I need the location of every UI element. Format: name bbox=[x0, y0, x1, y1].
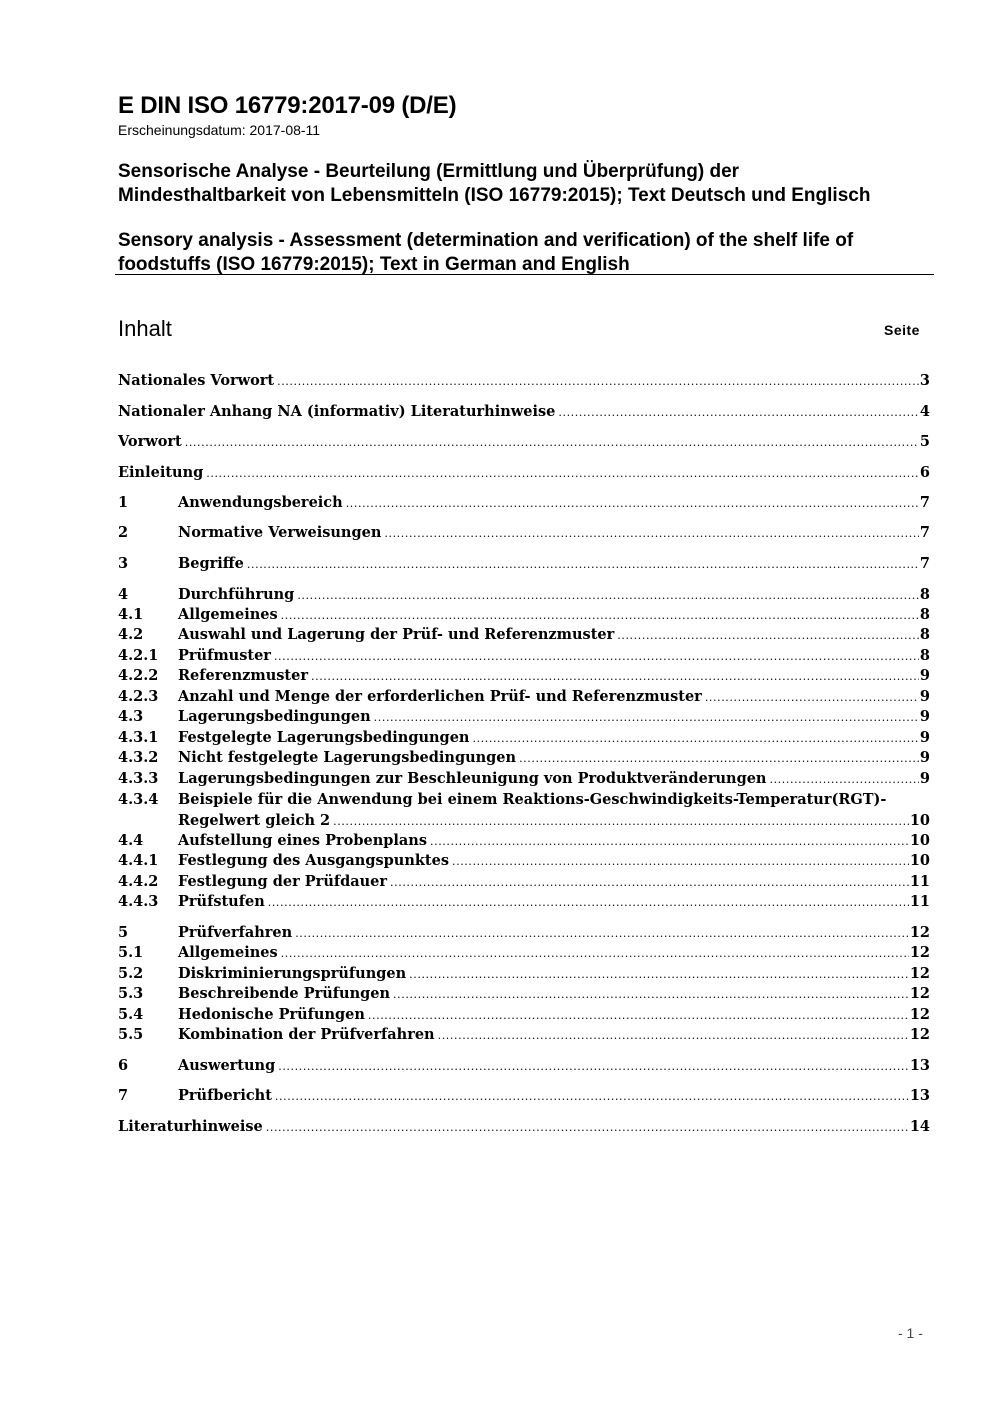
toc-entry[interactable] bbox=[118, 748, 930, 770]
toc-entry-page: 7 bbox=[919, 524, 930, 541]
toc-dot-leader bbox=[333, 812, 909, 833]
toc-entry-page: 4 bbox=[919, 403, 930, 420]
toc-entry-page: 10 bbox=[909, 832, 930, 849]
toc-entry-page: 9 bbox=[919, 749, 930, 766]
toc-entry-number: 4.1 bbox=[118, 606, 144, 623]
toc-entry-title: Diskriminierungsprüfungen bbox=[178, 965, 407, 982]
toc-dot-leader bbox=[617, 626, 919, 647]
toc-entry-number: 4.2.2 bbox=[118, 667, 159, 684]
toc-entry-number: 6 bbox=[118, 1057, 129, 1074]
toc-dot-leader bbox=[384, 524, 919, 545]
title-german-line-1: Sensorische Analyse - Beurteilung (Ermittlung und Überprüfung) der bbox=[118, 161, 740, 182]
toc-dot-leader bbox=[769, 770, 918, 791]
toc-entry[interactable] bbox=[118, 943, 930, 965]
toc-entry-title: Auswahl und Lagerung der Prüf- und Referenzmuster bbox=[178, 626, 615, 643]
toc-dot-leader bbox=[346, 494, 919, 515]
toc-entry[interactable] bbox=[118, 1056, 930, 1078]
toc-entry-page: 9 bbox=[919, 688, 930, 705]
toc-dot-leader bbox=[393, 985, 909, 1006]
toc-entry-page: 10 bbox=[909, 811, 930, 829]
toc-entry-number: 4.3.3 bbox=[118, 770, 159, 787]
toc-dot-leader bbox=[281, 606, 919, 627]
toc-entry-number: 3 bbox=[118, 555, 129, 572]
toc-entry-number: 2 bbox=[118, 524, 129, 541]
toc-entry-title: Beschreibende Prüfungen bbox=[178, 985, 391, 1002]
toc-entry-title: Aufstellung eines Probenplans bbox=[178, 832, 427, 849]
toc-entry-page: 12 bbox=[909, 985, 930, 1002]
toc-entry[interactable] bbox=[118, 1086, 930, 1108]
toc-entry-number: 4 bbox=[118, 586, 129, 603]
table-of-contents bbox=[118, 0, 930, 1403]
toc-entry-page: 8 bbox=[919, 647, 930, 664]
toc-dot-leader bbox=[390, 873, 909, 894]
toc-entry[interactable] bbox=[118, 923, 930, 945]
toc-entry-title: Nicht festgelegte Lagerungsbedingungen bbox=[178, 749, 517, 766]
toc-dot-leader bbox=[247, 555, 919, 576]
toc-dot-leader bbox=[274, 647, 919, 668]
toc-entry[interactable] bbox=[118, 554, 930, 576]
toc-entry[interactable] bbox=[118, 646, 930, 668]
toc-entry[interactable] bbox=[118, 872, 930, 894]
toc-entry-number: 4.3.2 bbox=[118, 749, 159, 766]
toc-entry-page: 6 bbox=[919, 464, 930, 481]
document-id: E DIN ISO 16779:2017-09 (D/E) bbox=[118, 92, 457, 119]
toc-entry-title: Festlegung der Prüfdauer bbox=[178, 873, 388, 890]
toc-entry[interactable] bbox=[118, 402, 930, 424]
toc-entry-title: Referenzmuster bbox=[178, 667, 308, 684]
toc-entry[interactable] bbox=[118, 625, 930, 647]
toc-entry-number: 1 bbox=[118, 494, 129, 511]
toc-dot-leader bbox=[268, 893, 909, 914]
toc-dot-leader bbox=[266, 1118, 909, 1139]
toc-entry-title: Prüfverfahren bbox=[178, 924, 293, 941]
toc-entry-number: 5.5 bbox=[118, 1026, 144, 1043]
toc-entry-number: 4.3 bbox=[118, 708, 144, 725]
toc-entry-title: Normative Verweisungen bbox=[178, 524, 382, 541]
toc-entry[interactable] bbox=[118, 964, 930, 986]
toc-dot-leader bbox=[277, 372, 919, 393]
toc-entry-title: Begriffe bbox=[178, 555, 244, 572]
toc-entry-page: 8 bbox=[919, 586, 930, 603]
page-number: - 1 - bbox=[898, 1325, 923, 1341]
toc-dot-leader bbox=[185, 433, 919, 454]
toc-entry-title: Hedonische Prüfungen bbox=[178, 1006, 365, 1023]
toc-entry[interactable] bbox=[118, 687, 930, 709]
toc-dot-leader bbox=[275, 1087, 909, 1108]
toc-dot-leader bbox=[295, 924, 909, 945]
toc-dot-leader bbox=[409, 965, 909, 986]
toc-entry-title: Allgemeines bbox=[178, 944, 278, 961]
toc-dot-leader bbox=[278, 1057, 909, 1078]
toc-entry-page: 8 bbox=[919, 606, 930, 623]
toc-entry-title: Literaturhinweise bbox=[118, 1118, 263, 1135]
toc-entry-title-continued: Regelwert gleich 2 bbox=[178, 811, 331, 829]
publication-date: Erscheinungsdatum: 2017-08-11 bbox=[118, 122, 321, 138]
toc-entry-page: 11 bbox=[909, 893, 930, 910]
toc-entry-title: Vorwort bbox=[118, 433, 182, 450]
toc-entry-page: 10 bbox=[909, 852, 930, 869]
toc-entry-page: 12 bbox=[909, 965, 930, 982]
toc-entry-number: 4.3.1 bbox=[118, 729, 159, 746]
toc-entry-number: 4.2.3 bbox=[118, 688, 159, 705]
toc-entry-number: 4.4.1 bbox=[118, 852, 159, 869]
toc-entry[interactable] bbox=[118, 1005, 930, 1027]
toc-entry-page: 12 bbox=[909, 1026, 930, 1043]
toc-dot-leader bbox=[438, 1026, 909, 1047]
toc-entry-title: Prüfbericht bbox=[178, 1087, 272, 1104]
toc-dot-leader bbox=[558, 403, 919, 424]
toc-entry[interactable] bbox=[118, 463, 930, 485]
toc-entry-title: Lagerungsbedingungen zur Beschleunigung von Produktveränderungen bbox=[178, 770, 767, 787]
toc-entry-page: 9 bbox=[919, 729, 930, 746]
toc-entry-page: 7 bbox=[919, 555, 930, 572]
toc-entry[interactable] bbox=[118, 707, 930, 729]
toc-dot-leader bbox=[368, 1006, 909, 1027]
toc-entry-page: 13 bbox=[909, 1057, 930, 1074]
toc-entry-page: 12 bbox=[909, 924, 930, 941]
toc-entry-title: Beispiele für die Anwendung bei einem Reaktions-Geschwindigkeits-Temperatur(RGT)- bbox=[178, 791, 887, 808]
toc-entry-page: 12 bbox=[909, 944, 930, 961]
toc-entry-title: Prüfmuster bbox=[178, 647, 271, 664]
toc-entry-number: 4.2.1 bbox=[118, 647, 159, 664]
toc-entry[interactable] bbox=[118, 605, 930, 627]
toc-entry-number: 4.4.3 bbox=[118, 893, 159, 910]
toc-entry[interactable] bbox=[118, 984, 930, 1006]
toc-page-column-label: Seite bbox=[884, 322, 920, 338]
toc-entry[interactable] bbox=[118, 1117, 930, 1139]
toc-dot-leader bbox=[430, 832, 909, 853]
toc-entry-number: 4.4.2 bbox=[118, 873, 159, 890]
toc-entry-number: 4.4 bbox=[118, 832, 144, 849]
toc-entry[interactable] bbox=[118, 769, 930, 791]
toc-dot-leader bbox=[206, 464, 919, 485]
toc-entry-number: 4.2 bbox=[118, 626, 144, 643]
toc-entry-page: 3 bbox=[919, 372, 930, 389]
toc-entry-page: 11 bbox=[909, 873, 930, 890]
toc-entry-page: 9 bbox=[919, 708, 930, 725]
toc-entry-page: 9 bbox=[919, 770, 930, 787]
toc-dot-leader bbox=[705, 688, 919, 709]
toc-dot-leader bbox=[452, 852, 909, 873]
toc-entry[interactable] bbox=[118, 790, 930, 832]
toc-dot-leader bbox=[281, 944, 909, 965]
toc-entry-title: Lagerungsbedingungen bbox=[178, 708, 371, 725]
toc-entry-number: 5.1 bbox=[118, 944, 144, 961]
toc-entry-title: Durchführung bbox=[178, 586, 295, 603]
toc-dot-leader bbox=[519, 749, 919, 770]
toc-entry-number: 5 bbox=[118, 924, 129, 941]
title-english-line-2: foodstuffs (ISO 16779:2015); Text in German and English bbox=[118, 254, 630, 275]
toc-entry-number: 5.4 bbox=[118, 1006, 144, 1023]
toc-entry-number: 5.2 bbox=[118, 965, 144, 982]
toc-entry[interactable] bbox=[118, 1025, 930, 1047]
toc-entry[interactable] bbox=[118, 371, 930, 393]
toc-entry-number: 7 bbox=[118, 1087, 129, 1104]
toc-entry-title: Nationaler Anhang NA (informativ) Literaturhinweise bbox=[118, 403, 556, 420]
toc-entry-title: Festlegung des Ausgangspunktes bbox=[178, 852, 449, 869]
toc-entry-page: 13 bbox=[909, 1087, 930, 1104]
toc-entry[interactable] bbox=[118, 851, 930, 873]
toc-entry-page: 14 bbox=[909, 1118, 930, 1135]
toc-entry-title: Prüfstufen bbox=[178, 893, 265, 910]
toc-entry-title: Anwendungsbereich bbox=[178, 494, 343, 511]
toc-entry-number: 5.3 bbox=[118, 985, 144, 1002]
toc-entry-page: 8 bbox=[919, 626, 930, 643]
toc-entry[interactable] bbox=[118, 728, 930, 750]
toc-entry[interactable] bbox=[118, 523, 930, 545]
toc-entry[interactable] bbox=[118, 493, 930, 515]
toc-entry-title: Auswertung bbox=[178, 1057, 276, 1074]
toc-dot-leader bbox=[374, 708, 919, 729]
toc-entry-title: Anzahl und Menge der erforderlichen Prüf- und Referenzmuster bbox=[178, 688, 702, 705]
toc-entry[interactable] bbox=[118, 666, 930, 688]
toc-entry-page: 7 bbox=[919, 494, 930, 511]
toc-dot-leader bbox=[311, 667, 919, 688]
toc-dot-leader bbox=[472, 729, 918, 750]
title-german-line-2: Mindesthaltbarkeit von Lebensmitteln (ISO 16779:2015); Text Deutsch und Englisch bbox=[118, 185, 871, 206]
toc-dot-leader bbox=[297, 586, 919, 607]
toc-entry[interactable] bbox=[118, 831, 930, 853]
toc-entry-title: Kombination der Prüfverfahren bbox=[178, 1026, 435, 1043]
toc-entry[interactable] bbox=[118, 432, 930, 454]
toc-entry-title: Festgelegte Lagerungsbedingungen bbox=[178, 729, 470, 746]
toc-entry-title: Allgemeines bbox=[178, 606, 278, 623]
toc-entry[interactable] bbox=[118, 892, 930, 914]
toc-entry[interactable] bbox=[118, 585, 930, 607]
toc-entry-page: 5 bbox=[919, 433, 930, 450]
toc-entry-title: Nationales Vorwort bbox=[118, 372, 275, 389]
toc-entry-number: 4.3.4 bbox=[118, 791, 159, 808]
toc-entry-page: 9 bbox=[919, 667, 930, 684]
toc-entry-page: 12 bbox=[909, 1006, 930, 1023]
toc-heading: Inhalt bbox=[118, 316, 172, 341]
toc-entry-title: Einleitung bbox=[118, 464, 204, 481]
title-english-line-1: Sensory analysis - Assessment (determination and verification) of the shelf life of bbox=[118, 230, 854, 251]
